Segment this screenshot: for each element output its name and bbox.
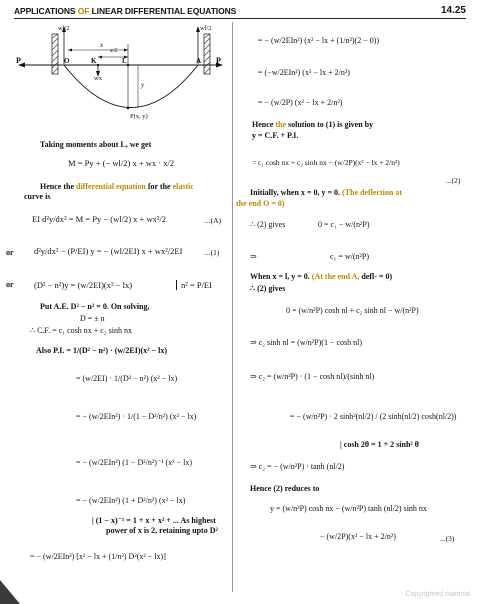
equation-3-tag: ...(3) <box>440 534 455 543</box>
or-label-2: or <box>6 280 14 289</box>
c2-equation-a: 0 = (w/n²P) cosh nl + c₂ sinh nl − w/(n²P) <box>286 306 419 315</box>
initial-condition-2: the end O = 0) <box>236 199 285 208</box>
final-solution-1: y = (w/n²P) cosh nx − (w/n²P) tanh (nl/2) sinh nx <box>270 504 427 513</box>
moments-intro: Taking moments about L, we get <box>40 140 152 149</box>
header-title-highlight: OF <box>77 6 90 16</box>
running-header <box>14 4 466 19</box>
moment-equation: M = Py + (− wl/2) x + wx · x/2 <box>68 158 175 168</box>
gives-label-1: ∴ (2) gives <box>250 220 286 229</box>
fig-label-a: A <box>196 57 202 65</box>
initial-condition-highlight: (The deflection at <box>342 188 403 197</box>
identity-note: | cosh 2θ = 1 + 2 sinh² θ <box>340 440 419 449</box>
pi-step-2: = − (w/2EIn²) · 1/(1 − D²/n²) (x² − lx) <box>76 412 197 421</box>
c2-equation-e: ⇒ c₂ = − (w/n²P) · tanh (nl/2) <box>250 462 345 471</box>
header-title-part3: LINEAR DIFFERENTIAL EQUATIONS <box>89 6 237 16</box>
binomial-note-2: power of x is 2, retaining upto D² <box>106 526 218 535</box>
equation-1-tag: ...(1) <box>205 248 220 257</box>
n-squared-definition: n² = P/EI <box>176 280 212 290</box>
end-condition-line: When x = l, y = 0. (At the end A, defl- = 0) <box>250 272 393 281</box>
pi-step-8: = − (w/2P) (x² − lx + 2/n²) <box>258 98 343 107</box>
fig-label-p-left: P <box>16 56 21 65</box>
c2-equation-d: = − (w/n²P) · 2 sinh²(nl/2) / (2 sinh(nl/2) cosh(nl/2)) <box>290 412 457 421</box>
gives-label-2: ∴ (2) gives <box>250 284 286 293</box>
de-intro-2: curve is <box>24 192 51 201</box>
header-title <box>14 6 236 16</box>
particular-integral-line: Also P.I. = 1/(D² − n²) · (w/2EI)(x² − lx) <box>36 346 168 355</box>
fig-label-l: L <box>122 57 127 65</box>
header-title-part1: APPLICATIONS <box>14 6 78 16</box>
binomial-note-1: | (1 − x)⁻¹ = 1 + x + x² + ... As highest <box>92 516 216 525</box>
fig-label-p-right: P <box>216 56 221 65</box>
implies-1: ⇒ <box>250 252 257 261</box>
solution-highlight: the <box>275 120 286 129</box>
fig-label-reaction-left: wl/2 <box>58 25 70 32</box>
general-solution-equation: = c₁ cosh nx + c₂ sinh nx − (w/2P)(x² − lx + 2/n²) <box>252 158 400 167</box>
initial-condition-1: Initially, when x = 0, y = 0. (The deflection at <box>250 188 403 197</box>
end-condition-highlight: (At the end A, <box>311 272 360 281</box>
c1-equation-a: 0 = c₁ − w/(n²P) <box>318 220 370 229</box>
or-label-1: or <box>6 248 14 257</box>
equation-a-tag: ...(A) <box>205 216 222 225</box>
page-number: 14.25 <box>440 5 466 16</box>
fig-label-y: y <box>141 81 145 89</box>
pi-step-3: = − (w/2EIn²) (1 − D²/n²)⁻¹ (x² − lx) <box>76 458 193 467</box>
fig-label-point: P(x, y) <box>130 113 148 120</box>
complementary-function: ∴ C.F. = c₁ cosh nx + c₂ sinh nx <box>30 326 132 335</box>
fig-label-k: K <box>91 57 97 65</box>
column-divider <box>232 22 233 592</box>
pi-step-6: = − (w/2EIn²) (x² − lx + (1/n²)(2 − 0)) <box>258 36 380 45</box>
general-solution-line: y = C.F. + P.I. <box>252 131 299 140</box>
equation-1: d²y/dx² − (P/EI) y = − (wl/2EI) x + wx²/2EI <box>34 246 183 256</box>
pi-step-5: = − (w/2EIn²) [x² − lx + (1/n²) D²(x² − lx)] <box>30 552 166 561</box>
fig-label-x-half: x/2 <box>110 48 118 54</box>
reduces-line: Hence (2) reduces to <box>250 484 320 493</box>
equation-2-tag: ...(2) <box>446 176 461 185</box>
solution-intro: Hence the solution to (1) is given by <box>252 120 374 129</box>
roots-line: D = ± n <box>80 314 105 323</box>
pi-step-7: = (−w/2EIn²) (x² − lx + 2/n²) <box>258 68 350 77</box>
fig-label-x: x <box>100 41 104 49</box>
fig-label-o: O <box>64 57 70 65</box>
de-highlight-2: elastic <box>172 182 194 191</box>
pi-step-1: = (w/2EI) · 1/(D² − n²) (x² − lx) <box>76 374 178 383</box>
c2-equation-b: ⇒ c₂ sinh nl = (w/n²P)(1 − cosh nl) <box>250 338 363 347</box>
final-solution-2: − (w/2P)(x² − lx + 2/n²) <box>320 532 396 541</box>
operator-equation: (D² − n²)y = (w/2EI)(x² − lx) <box>34 280 133 290</box>
de-intro-1: Hence the differential equation for the elastic <box>40 182 194 191</box>
pi-step-4: = − (w/2EIn²) (1 + D²/n²) (x² − lx) <box>76 496 186 505</box>
equation-a: EI d²y/dx² = M = Py − (wl/2) x + wx²/2 <box>32 214 167 224</box>
de-highlight-1: differential equation <box>76 182 146 191</box>
fig-label-load: wx <box>94 75 102 82</box>
c1-equation-b: c₁ = w/(n²P) <box>330 252 370 261</box>
watermark: Copyrighted material <box>405 591 470 598</box>
c2-equation-c: ⇒ c₂ = (w/n²P) · (1 − cosh nl)/(sinh nl) <box>250 372 375 381</box>
fig-label-reaction-right: wl/2 <box>200 25 212 32</box>
beam-figure <box>18 22 224 130</box>
auxiliary-equation-line: Put A.E. D² − n² = 0. On solving, <box>40 302 150 311</box>
